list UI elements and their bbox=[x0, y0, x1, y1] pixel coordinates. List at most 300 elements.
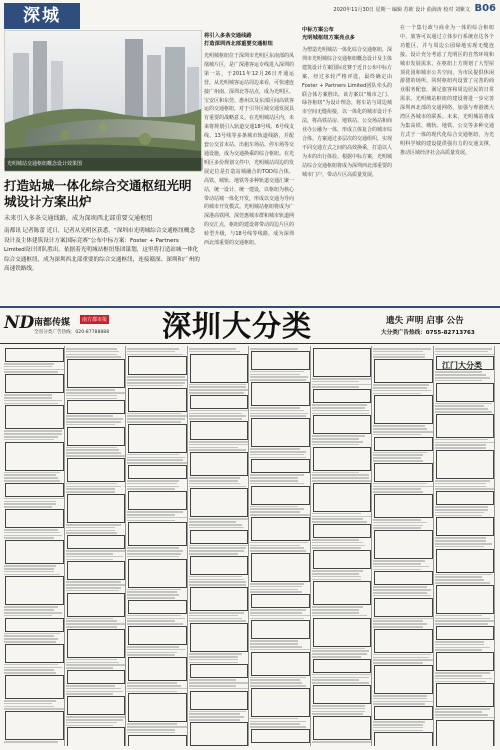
ad-box bbox=[436, 383, 495, 402]
ad-text-line bbox=[189, 449, 247, 451]
ad-text-line bbox=[435, 537, 487, 539]
ad-text-line bbox=[189, 711, 247, 713]
ad-text-line bbox=[250, 448, 300, 450]
ad-text-line bbox=[373, 348, 431, 350]
ad-text-line bbox=[373, 486, 433, 488]
ad-text-line bbox=[435, 546, 485, 548]
ad-text-line bbox=[250, 511, 300, 513]
ad-text-line bbox=[373, 721, 425, 723]
ad-text-line bbox=[189, 348, 237, 350]
ad-text-line bbox=[66, 662, 120, 664]
ad-text-line bbox=[189, 545, 249, 547]
ad-text-line bbox=[312, 480, 372, 482]
ad-text-line bbox=[66, 447, 118, 449]
ad-box bbox=[313, 389, 372, 403]
ad-text-line bbox=[189, 620, 247, 622]
ad-text-line bbox=[127, 620, 175, 622]
ad-text-line bbox=[435, 486, 487, 488]
ad-text-line bbox=[127, 646, 179, 648]
ad-text-line bbox=[66, 722, 118, 724]
ad-text-line bbox=[435, 515, 483, 517]
ad-text-line bbox=[4, 474, 56, 476]
ad-box bbox=[5, 405, 64, 429]
ad-text-line bbox=[189, 447, 239, 449]
ad-text-line bbox=[373, 425, 425, 427]
ad-text-line bbox=[66, 491, 116, 493]
article-column-2 bbox=[204, 30, 294, 308]
ad-box bbox=[190, 587, 249, 611]
ad-text-line bbox=[373, 387, 427, 389]
ad-text-line bbox=[373, 695, 427, 697]
ad-box bbox=[5, 540, 64, 564]
ad-text-line bbox=[373, 431, 433, 433]
ad-text-line bbox=[4, 633, 60, 635]
ad-text-line bbox=[4, 641, 56, 643]
ad-text-line bbox=[4, 568, 54, 570]
ad-box bbox=[190, 421, 249, 440]
logo-tag: 南方都市报 bbox=[82, 317, 108, 323]
ad-text-line bbox=[66, 488, 116, 490]
ad-text-line bbox=[189, 656, 239, 658]
ad-text-line bbox=[4, 606, 58, 608]
ad-text-line bbox=[66, 587, 122, 589]
ad-box bbox=[436, 683, 495, 707]
ad-box bbox=[313, 483, 372, 512]
ad-text-line bbox=[435, 540, 487, 542]
ad-box bbox=[313, 348, 372, 377]
ad-column bbox=[373, 346, 434, 746]
ad-box bbox=[313, 716, 372, 740]
ad-text-line bbox=[312, 441, 364, 443]
ad-text-line bbox=[4, 537, 54, 539]
notice-hotline: 大分类广告热线：0755-82713763 bbox=[381, 330, 475, 336]
ad-text-line bbox=[312, 615, 368, 617]
ad-text-line bbox=[189, 410, 249, 412]
ad-text-line bbox=[373, 654, 431, 656]
section-tag: 深城 bbox=[4, 3, 80, 29]
ad-text-line bbox=[435, 711, 483, 713]
ad-box bbox=[67, 593, 126, 617]
ad-text-line bbox=[373, 393, 421, 395]
ad-text-line bbox=[127, 723, 177, 725]
ad-text-line bbox=[66, 584, 126, 586]
ad-text-line bbox=[4, 667, 62, 669]
ad-box bbox=[436, 549, 495, 573]
ad-text-line bbox=[127, 488, 175, 490]
ad-text-line bbox=[189, 659, 239, 661]
ad-text-line bbox=[4, 609, 54, 611]
ad-text-line bbox=[312, 674, 372, 676]
ad-text-line bbox=[66, 626, 118, 628]
ad-text-line bbox=[127, 379, 187, 381]
ad-text-line bbox=[435, 675, 483, 677]
ad-text-line bbox=[435, 442, 495, 444]
logo-hotline: 全省分类广告热线：020-87788888 bbox=[34, 330, 110, 335]
ad-text-line bbox=[127, 654, 175, 656]
ad-box bbox=[436, 626, 495, 640]
ad-text-line bbox=[250, 454, 304, 456]
ad-text-line bbox=[4, 706, 54, 708]
ad-text-line bbox=[250, 586, 302, 588]
ad-text-line bbox=[189, 389, 249, 391]
ad-text-line bbox=[66, 691, 124, 693]
ad-text-line bbox=[435, 708, 491, 710]
ad-text-line bbox=[189, 685, 237, 687]
ad-text-line bbox=[373, 483, 427, 485]
column-text: 在一个集行政与商业为一体的综合枢纽中，旅客可以通过立体步行系统直达各个功能区，并与周边公园绿地实现无缝连接。设计充分考虑了光明区的自然环境和城市发展需求，在枢纽上方规划了大型屋顶花园和城市公共空间，为市民提供休闲游憩的场所。同时枢纽内设置了完善的商业服务配套，满足旅客和周边居民的日常需求。光明城站枢纽的建设将进一步完善深圳西北部的交通网络，加强与粤港澳大湾区各城市的联系。未来，光明城站将成为集高铁、城轨、地铁、公交等多种交通方式于一体的现代化综合交通枢纽，为光明科学城的建设提供强有力的交通支撑，推动区域经济社会高质量发展。 bbox=[400, 25, 494, 156]
ad-text-line bbox=[250, 376, 308, 378]
ad-text-line bbox=[312, 656, 362, 658]
ad-text-line bbox=[4, 363, 54, 365]
ad-box bbox=[128, 559, 187, 588]
ad-text-line bbox=[373, 354, 425, 356]
ad-text-line bbox=[435, 647, 491, 649]
ad-text-line bbox=[127, 385, 183, 387]
ad-text-line bbox=[312, 378, 372, 380]
ad-text-line bbox=[66, 532, 118, 534]
ad-text-line bbox=[66, 559, 114, 561]
ad-text-line bbox=[312, 407, 366, 409]
ad-text-line bbox=[4, 565, 56, 567]
ad-box bbox=[5, 576, 64, 605]
ad-text-line bbox=[189, 612, 245, 614]
ad-box bbox=[313, 581, 372, 605]
ad-text-line bbox=[66, 527, 116, 529]
ad-box bbox=[251, 553, 310, 582]
ad-text-line bbox=[435, 377, 491, 379]
ad-box bbox=[67, 696, 126, 715]
article-photo bbox=[4, 30, 202, 172]
ad-text-line bbox=[66, 389, 116, 391]
ad-text-line bbox=[4, 433, 62, 435]
ad-text-line bbox=[66, 356, 122, 358]
ad-box bbox=[5, 348, 64, 362]
ad-text-line bbox=[4, 669, 54, 671]
ad-text-line bbox=[66, 618, 114, 620]
ad-text-line bbox=[250, 685, 306, 687]
ad-box bbox=[67, 494, 126, 523]
ad-text-line bbox=[373, 452, 427, 454]
ad-box bbox=[436, 652, 495, 671]
ad-text-line bbox=[435, 579, 485, 581]
ad-text-line bbox=[4, 635, 54, 637]
ad-text-line bbox=[66, 664, 126, 666]
ad-box bbox=[190, 530, 249, 544]
ad-text-line bbox=[4, 480, 60, 482]
ad-text-line bbox=[4, 436, 58, 438]
jiangmen-classifieds-label: 江门大分类 bbox=[442, 360, 482, 370]
ad-box bbox=[374, 629, 433, 653]
ad-box bbox=[436, 720, 495, 746]
ad-box bbox=[251, 620, 310, 639]
ad-text-line bbox=[435, 623, 489, 625]
ad-text-line bbox=[373, 657, 429, 659]
ad-text-line bbox=[312, 413, 370, 415]
ad-box bbox=[313, 618, 372, 647]
ad-text-line bbox=[66, 398, 118, 400]
page-number: B06 bbox=[474, 3, 496, 14]
ad-text-line bbox=[66, 530, 116, 532]
ad-text-line bbox=[189, 615, 239, 617]
ad-box bbox=[374, 598, 433, 617]
ad-text-line bbox=[127, 732, 175, 734]
ad-text-line bbox=[435, 354, 495, 356]
ad-box bbox=[374, 732, 433, 746]
ad-text-line bbox=[127, 354, 183, 356]
ad-text-line bbox=[66, 424, 116, 426]
ad-text-line bbox=[373, 703, 425, 705]
ad-text-line bbox=[189, 550, 245, 552]
ad-text-line bbox=[312, 653, 368, 655]
ad-text-line bbox=[66, 392, 126, 394]
ad-box bbox=[313, 447, 372, 471]
ad-text-line bbox=[373, 384, 429, 386]
article-headline: 打造站城一体化综合交通枢纽光明城设计方案出炉 bbox=[4, 178, 192, 209]
ad-text-line bbox=[4, 394, 52, 396]
ad-text-line bbox=[312, 705, 366, 707]
ad-text-line bbox=[435, 405, 485, 407]
ad-text-line bbox=[4, 472, 60, 474]
ad-text-line bbox=[66, 716, 126, 718]
ad-text-line bbox=[435, 483, 487, 485]
photo-caption: 光明城站交通枢纽概念设计效果图 bbox=[4, 158, 203, 170]
ad-text-line bbox=[250, 457, 306, 459]
ad-text-line bbox=[373, 457, 421, 459]
ad-box bbox=[128, 491, 187, 510]
ad-box bbox=[128, 388, 187, 412]
ad-text-line bbox=[189, 486, 247, 488]
ad-text-line bbox=[250, 506, 298, 508]
ad-text-line bbox=[66, 449, 120, 451]
ad-text-line bbox=[189, 392, 245, 394]
ad-text-line bbox=[435, 408, 489, 410]
ad-text-line bbox=[373, 618, 433, 620]
ad-box bbox=[128, 626, 187, 645]
ad-text-line bbox=[373, 586, 427, 588]
ad-text-line bbox=[373, 560, 425, 562]
ad-text-line bbox=[435, 717, 495, 719]
ad-box bbox=[5, 483, 64, 497]
ad-text-line bbox=[250, 374, 300, 376]
ad-text-line bbox=[312, 516, 372, 518]
ad-text-line bbox=[373, 620, 423, 622]
ad-text-line bbox=[66, 725, 114, 727]
ad-text-line bbox=[250, 679, 300, 681]
ad-text-line bbox=[127, 550, 183, 552]
ad-text-line bbox=[435, 582, 491, 584]
ad-text-line bbox=[4, 529, 58, 531]
ad-text-line bbox=[189, 688, 249, 690]
ad-text-line bbox=[66, 556, 124, 558]
ad-text-line bbox=[127, 382, 185, 384]
ad-text-line bbox=[189, 716, 245, 718]
ad-text-line bbox=[189, 682, 249, 684]
ad-text-line bbox=[373, 592, 427, 594]
ad-column bbox=[66, 346, 127, 746]
ad-text-line bbox=[312, 576, 362, 578]
ad-text-line bbox=[373, 522, 427, 524]
ad-text-line bbox=[435, 641, 485, 643]
ad-text-line bbox=[435, 714, 489, 716]
ad-box bbox=[67, 400, 126, 414]
ad-box bbox=[436, 414, 495, 438]
ad-text-line bbox=[66, 452, 122, 454]
ad-text-line bbox=[373, 662, 423, 664]
ad-text-line bbox=[312, 477, 370, 479]
ad-box bbox=[5, 675, 64, 699]
publisher-logo bbox=[4, 311, 122, 341]
ad-text-line bbox=[4, 571, 54, 573]
ad-text-line bbox=[373, 434, 421, 436]
ad-text-line bbox=[312, 404, 368, 406]
ad-text-line bbox=[250, 474, 304, 476]
ad-text-line bbox=[189, 480, 239, 482]
ad-text-line bbox=[127, 457, 185, 459]
ad-text-line bbox=[66, 553, 114, 555]
ad-text-line bbox=[127, 556, 179, 558]
ad-text-line bbox=[127, 376, 185, 378]
ad-text-line bbox=[373, 589, 431, 591]
ad-text-line bbox=[373, 525, 423, 527]
ad-text-line bbox=[66, 719, 124, 721]
ad-text-line bbox=[250, 508, 304, 510]
ad-text-line bbox=[66, 486, 122, 488]
ad-box bbox=[67, 427, 126, 446]
ad-text-line bbox=[435, 644, 485, 646]
ad-text-line bbox=[4, 506, 52, 508]
ad-box bbox=[251, 594, 310, 608]
ad-text-line bbox=[435, 374, 487, 376]
ad-box bbox=[128, 424, 187, 453]
ad-text-line bbox=[66, 590, 120, 592]
ad-text-line bbox=[127, 652, 177, 654]
ad-text-line bbox=[189, 527, 245, 529]
ad-text-line bbox=[189, 386, 247, 388]
ad-column bbox=[189, 346, 250, 746]
ad-text-line bbox=[373, 566, 429, 568]
ad-text-line bbox=[250, 723, 300, 725]
ad-text-line bbox=[373, 527, 421, 529]
ad-box bbox=[313, 550, 372, 569]
ad-box bbox=[190, 722, 249, 746]
ad-text-line bbox=[66, 688, 122, 690]
ad-text-line bbox=[66, 524, 122, 526]
section-divider bbox=[0, 343, 500, 344]
ad-text-line bbox=[435, 678, 493, 680]
ad-text-line bbox=[127, 480, 179, 482]
ad-text-line bbox=[373, 626, 423, 628]
ad-text-line bbox=[250, 682, 302, 684]
ad-text-line bbox=[312, 573, 360, 575]
ad-text-line bbox=[127, 691, 177, 693]
ad-box bbox=[190, 691, 249, 710]
ad-text-line bbox=[66, 667, 114, 669]
ad-box bbox=[67, 458, 126, 482]
ad-text-line bbox=[66, 483, 118, 485]
ad-text-line bbox=[312, 713, 364, 715]
ad-text-line bbox=[312, 606, 364, 608]
ad-text-line bbox=[127, 615, 181, 617]
article-subhead: 未来引入多条交通线路，成为深圳西北部重要交通枢纽 bbox=[4, 215, 153, 222]
ad-box bbox=[190, 354, 249, 383]
ad-box bbox=[5, 644, 64, 663]
ad-box bbox=[128, 600, 187, 614]
ad-text-line bbox=[127, 486, 179, 488]
ad-text-line bbox=[4, 672, 56, 674]
ad-text-line bbox=[127, 682, 177, 684]
ad-text-line bbox=[127, 462, 187, 464]
ad-text-line bbox=[435, 576, 483, 578]
ad-text-line bbox=[435, 681, 487, 683]
ad-text-line bbox=[250, 407, 300, 409]
ad-box bbox=[5, 618, 64, 632]
logo-mark: ND bbox=[4, 313, 35, 333]
classifieds-title: 深圳大分类 bbox=[162, 309, 313, 343]
ad-text-line bbox=[189, 384, 247, 386]
ad-text-line bbox=[312, 679, 360, 681]
ad-text-line bbox=[127, 415, 187, 417]
ad-text-line bbox=[66, 685, 116, 687]
ad-text-line bbox=[435, 411, 493, 413]
ad-text-line bbox=[435, 618, 491, 620]
ad-text-line bbox=[189, 662, 239, 664]
ad-text-line bbox=[250, 550, 306, 552]
ad-text-line bbox=[435, 371, 483, 373]
ad-text-line bbox=[250, 583, 304, 585]
ad-text-line bbox=[435, 380, 483, 382]
ad-text-line bbox=[189, 653, 243, 655]
ad-text-line bbox=[127, 591, 177, 593]
ad-box bbox=[128, 657, 187, 681]
ad-box bbox=[128, 465, 187, 479]
ad-text-line bbox=[4, 371, 58, 373]
ad-text-line bbox=[250, 483, 304, 485]
ad-text-line bbox=[435, 649, 483, 651]
ad-text-line bbox=[312, 381, 360, 383]
ad-text-line bbox=[435, 672, 491, 674]
ad-text-line bbox=[127, 459, 183, 461]
ad-text-line bbox=[127, 413, 181, 415]
classified-ads-grid bbox=[4, 346, 496, 746]
ad-text-line bbox=[4, 498, 64, 500]
ad-text-line bbox=[4, 532, 60, 534]
ad-text-line bbox=[189, 418, 243, 420]
ad-text-line bbox=[189, 518, 249, 520]
ad-text-line bbox=[312, 386, 360, 388]
ad-text-line bbox=[66, 455, 126, 457]
ad-text-line bbox=[250, 643, 298, 645]
ad-text-line bbox=[312, 474, 370, 476]
column-text: 为塑造光明城站一体化综合交通枢纽，深圳市光明城综合交通枢纽概念设计及主体建筑设计方案国际竞赛于近日公布中标方案，经过多轮严格评选，最终确定由Foster + Partners Limited团队牵头的联合体方案胜出。该方案以“城市之门、绿谷枢纽”为设计理念，将车站与周边城市空间无缝衔接，以一体化的城市设计手法，将高铁站房、地铁站、公交场站和商业办公融为一体，形成立体复合的城市综合体。方案通过多层次的交通组织，实现不同交通方式之间的高效换乘，打造以人为本的出行体验。根据中标方案，光明城站综合交通枢纽将成为深圳西北部重要的城市门户，带动片区高质量发展。 bbox=[302, 47, 392, 178]
ad-text-line bbox=[250, 545, 300, 547]
ad-text-line bbox=[4, 501, 56, 503]
ad-box bbox=[374, 359, 433, 383]
ad-text-line bbox=[127, 729, 175, 731]
ad-text-line bbox=[250, 451, 306, 453]
ad-box bbox=[374, 463, 433, 482]
ad-text-line bbox=[127, 547, 179, 549]
ad-text-line bbox=[250, 547, 304, 549]
ad-text-line bbox=[373, 356, 425, 358]
ad-text-line bbox=[189, 477, 241, 479]
ad-text-line bbox=[312, 682, 370, 684]
ad-text-line bbox=[127, 623, 183, 625]
ad-text-line bbox=[435, 488, 495, 490]
ad-text-line bbox=[127, 685, 181, 687]
ad-text-line bbox=[312, 648, 366, 650]
ad-text-line bbox=[189, 521, 237, 523]
ad-box bbox=[374, 706, 433, 720]
